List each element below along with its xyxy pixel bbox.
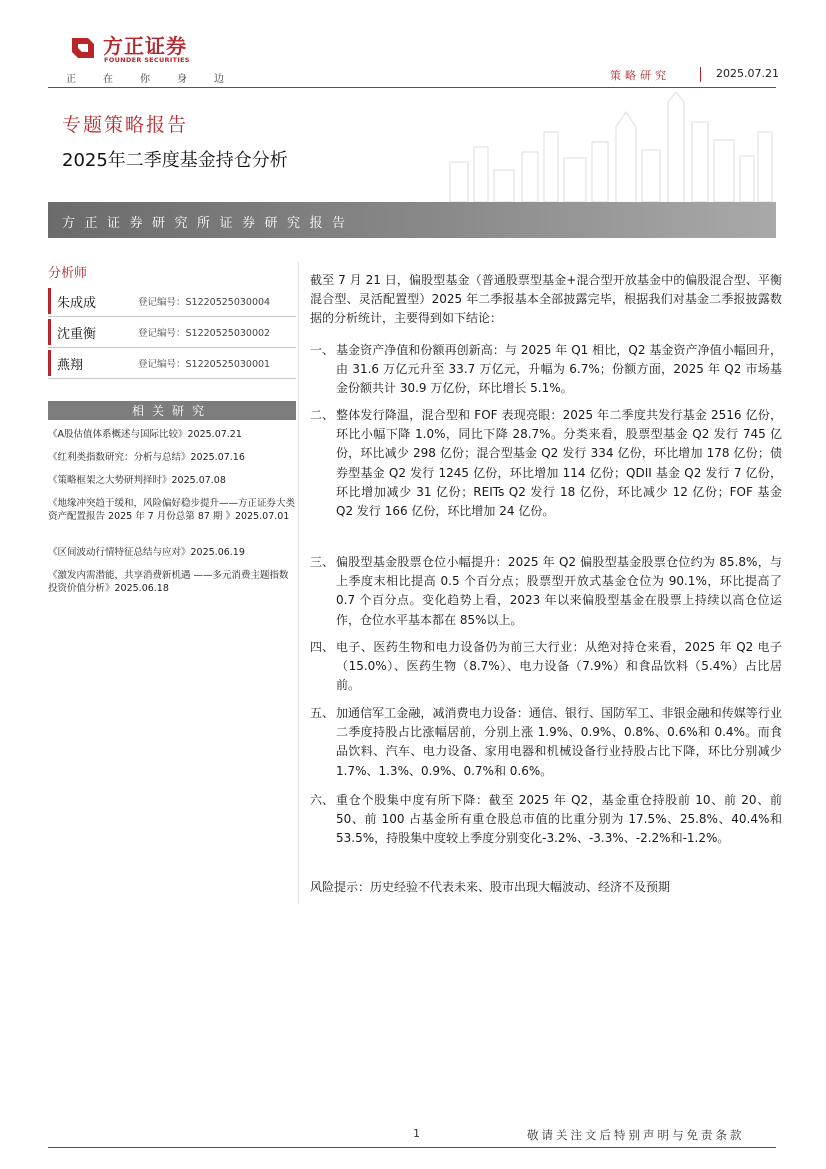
finding-item (310, 341, 782, 396)
finding-text: 加通信军工金融，减消费电力设备：通信、银行、国防军工、非银金融和传媒等行业二季度持股占比涨幅居前，分别上涨 1.9%、0.9%、0.8%、0.6%和 0.4%。而食品饮料、汽车、电力设备、家用电器和机械设备行业持股占比下降，环比分别减少 1.7%、1.3%、0.9%、0.7%和 0.6%。 (336, 706, 782, 778)
divider (48, 347, 296, 348)
finding-number: 一、 (310, 343, 335, 357)
city-skyline-icon (430, 92, 776, 202)
header-rule (48, 87, 776, 88)
column-divider (298, 262, 299, 904)
finding-number: 六、 (310, 793, 335, 807)
page-title: 2025年二季度基金持仓分析 (62, 150, 288, 171)
analyst-registration: 登记编号：S1220525030001 (138, 359, 271, 370)
related-research-heading: 相关研究 (131, 404, 212, 418)
brand-name-cn: 方正证券 (103, 34, 187, 58)
finding-number: 三、 (310, 555, 335, 569)
risk-warning: 风险提示：历史经验不代表未来、股市出现大幅波动、经济不及预期 (310, 880, 671, 894)
finding-item (310, 791, 782, 846)
page-number: 1 (413, 1127, 420, 1140)
intro-paragraph: 截至 7 月 21 日，偏股型基金（普通股票型基金+混合型开放基金中的偏股混合型、平衡混合型、灵活配置型）2025 年二季报基本全部披露完毕，根据我们对基金二季报披露数据的分析统计，主要得到如下结论： (310, 273, 782, 325)
finding-number: 二、 (310, 408, 335, 422)
finding-text: 重仓个股集中度有所下降：截至 2025 年 Q2，基金重仓持股前 10、前 20、前 50、前 100 占基金所有重仓股总市值的比重分别为 17.5%、25.8%、40.4%和 53.5%，持股集中度较上季度分别变化-3.2%、-3.3%、-2.2%和-1.2%。 (336, 793, 782, 846)
report-type: 专题策略报告 (62, 114, 189, 136)
analyst-row (48, 288, 289, 314)
brand-name-en: FOUNDER SECURITIES (104, 56, 190, 64)
analyst-heading: 分析师 (48, 266, 88, 281)
divider (48, 316, 296, 317)
finding-item (310, 406, 782, 519)
divider (48, 378, 296, 379)
finding-text: 偏股型基金股票仓位小幅提升：2025 年 Q2 偏股型基金股票仓位约为 85.8%，与上季度末相比提高 0.5 个百分点；股票型开放式基金仓位为 90.1%，环比提高了 0.7 个百分点。变化趋势上看，2023 年以来偏股型基金在股票上持续以高仓位运作，仓位水平基本都在 85%以上。 (336, 555, 782, 627)
related-report-link[interactable]: 《红利类指数研究：分析与总结》2025.07.16 (48, 452, 245, 463)
finding-item (310, 638, 782, 693)
footer-rule (48, 1147, 776, 1148)
analyst-row (48, 319, 289, 345)
finding-number: 四、 (310, 640, 335, 654)
finding-number: 五、 (310, 706, 335, 720)
analyst-registration: 登记编号：S1220525030002 (138, 328, 271, 339)
report-date: 2025.07.21 (716, 67, 779, 80)
disclaimer-note: 敬请关注文后特别声明与免责条款 (527, 1128, 745, 1142)
brand-slogan: 正在你身边 (66, 74, 251, 85)
related-report-link[interactable]: 《A股估值体系概述与国际比较》2025.07.21 (48, 429, 242, 440)
header-separator (700, 67, 701, 82)
analyst-registration: 登记编号：S1220525030004 (138, 297, 271, 308)
finding-item (310, 553, 782, 627)
related-report-link[interactable]: 《区间波动行情特征总结与应对》2025.06.19 (48, 547, 245, 558)
banner-text: 方正证券研究所证券研究报告 (62, 216, 355, 231)
finding-text: 基金资产净值和份额再创新高：与 2025 年 Q1 相比，Q2 基金资产净值小幅回升，由 31.6 万亿元升至 33.7 万亿元，升幅为 6.7%；份额方面，2025 年 Q2 市场基金份额共计 30.9 万亿份，环比增长 5.1%。 (336, 343, 782, 396)
finding-item (310, 704, 782, 778)
related-report-link[interactable]: 《策略框架之大势研判择时》2025.07.08 (48, 475, 226, 486)
related-report-link[interactable]: 《地缘冲突趋于缓和，风险偏好稳步提升——方正证券大类资产配置报告 2025 年 7 月份总第 87 期 》2025.07.01 (48, 498, 296, 522)
analyst-name: 沈重衡 (57, 327, 97, 342)
related-report-link[interactable]: 《激发内需潜能，共享消费新机遇 ——多元消费主题指数投资价值分析》2025.06.18 (48, 570, 289, 594)
report-category: 策略研究 (610, 69, 670, 82)
analyst-name: 朱成成 (57, 296, 97, 311)
finding-text: 电子、医药生物和电力设备仍为前三大行业：从绝对持仓来看，2025 年 Q2 电子（15.0%）、医药生物（8.7%）、电力设备（7.9%）和食品饮料（5.4%）占比居前。 (336, 640, 782, 693)
founder-logo-icon (68, 32, 98, 62)
finding-text: 整体发行降温，混合型和 FOF 表现亮眼：2025 年二季度共发行基金 2516 亿份，环比小幅下降 1.0%，同比下降 28.7%。分类来看，股票型基金 Q2 发行 745 亿份，环比减少 298 亿份；混合型基金 Q2 发行 334 亿份，环比增加 178 亿份；债券型基金 Q2 发行 1245 亿份，环比增加 114 亿份；QDII 基金 Q2 发行 7 亿份，环比增加减少 31 亿份；REITs Q2 发行 18 亿份，环比减少 12 亿份；FOF 基金 Q2 发行 166 亿份，环比增加 24 亿份。 (336, 408, 782, 519)
analyst-name: 燕翔 (57, 358, 84, 373)
analyst-row (48, 350, 289, 376)
